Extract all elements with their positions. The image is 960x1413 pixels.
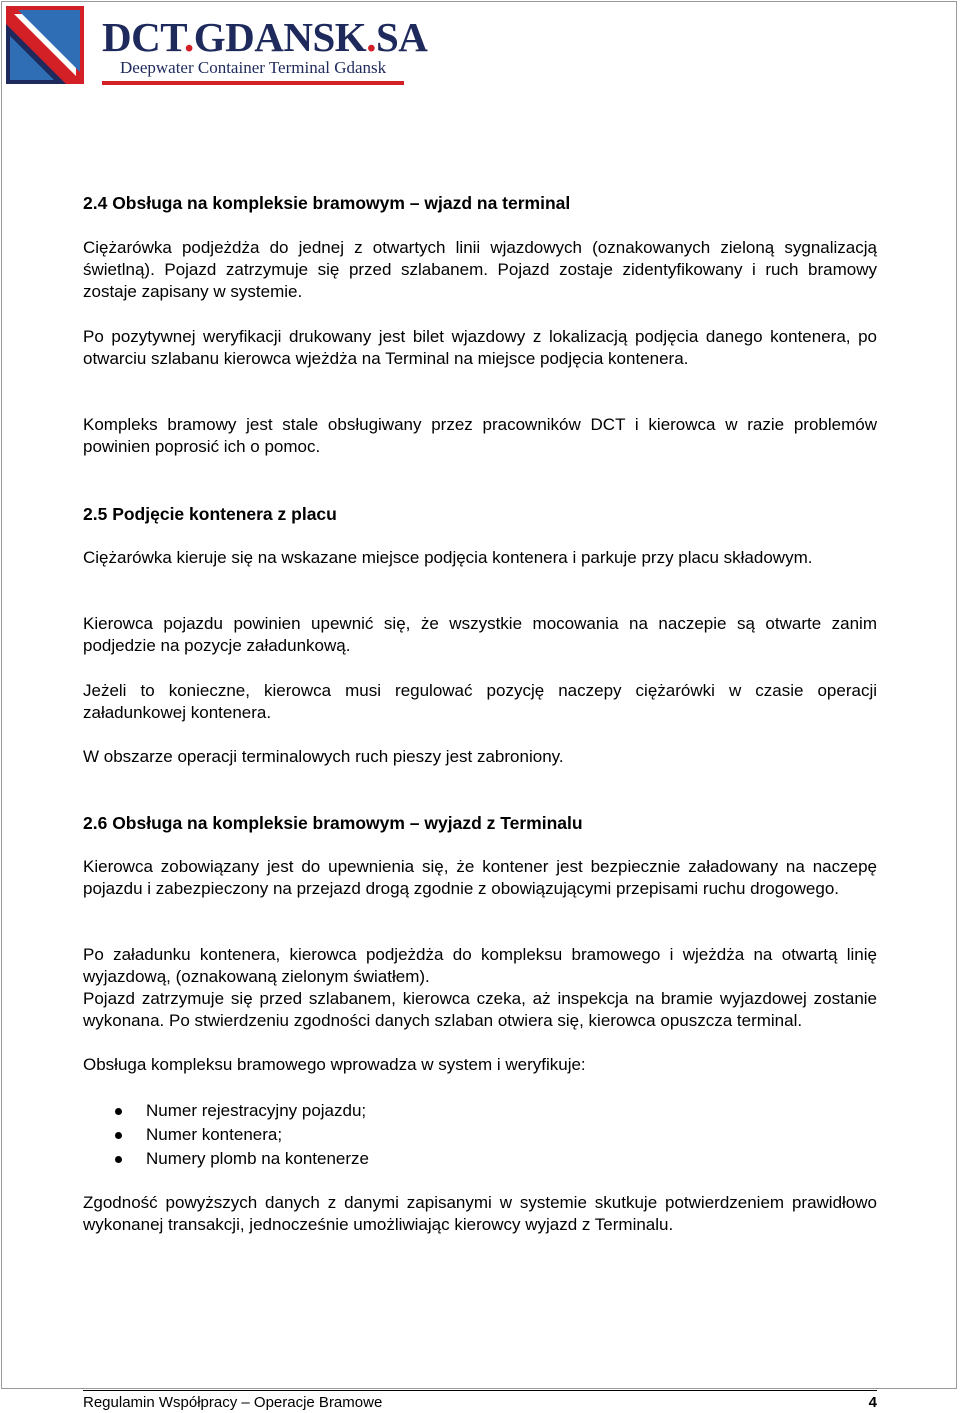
logo-mark-icon (6, 6, 84, 84)
bullet-icon (115, 1156, 122, 1163)
logo-dot-2: . (366, 14, 376, 60)
paragraph-2-5-1: Ciężarówka kieruje się na wskazane miejsce podjęcia kontenera i parkuje przy placu składowym. (83, 548, 813, 567)
paragraph-2-6-1: Kierowca zobowiązany jest do upewnienia się, że kontener jest bezpiecznie załadowany na naczepę pojazdu i zabezpieczony na przejazd drogą zgodnie z obowiązującymi przepisami ruchu drogowego. (83, 857, 877, 898)
list-item (83, 1099, 877, 1123)
list-item-text: Numer rejestracyjny pojazdu; (146, 1101, 367, 1120)
list-item (83, 1147, 877, 1171)
company-logo (6, 6, 428, 90)
logo-part-sa: SA (375, 14, 428, 60)
paragraph-2-6-2: Po załadunku kontenera, kierowca podjeżdża do kompleksu bramowego i wjeżdża na otwartą linię wyjazdową, (oznakowaną zielonym światłem). (83, 945, 877, 986)
logo-part-gdansk: GDANSK (193, 14, 367, 60)
paragraph-2-6-3: Pojazd zatrzymuje się przed szlabanem, kierowca czeka, aż inspekcja na bramie wyjazdowej zostanie wykonana. Po stwierdzeniu zgodności danych szlaban otwiera się, kierowca opuszcza terminal. (83, 989, 877, 1030)
page-footer (83, 1390, 877, 1411)
heading-2-4: 2.4 Obsługa na kompleksie bramowym – wjazd na terminal (83, 193, 571, 213)
bullet-icon (115, 1132, 122, 1139)
footer-title: Regulamin Współpracy – Operacje Bramowe (83, 1394, 383, 1411)
list-item (83, 1123, 877, 1147)
paragraph-2-4-1: Ciężarówka podjeżdża do jednej z otwartych linii wjazdowych (oznakowanych zieloną sygnalizacją świetlną). Pojazd zatrzymuje się przed szlabanem. Pojazd zostaje zidentyfikowany i ruch bramowy zostaje zapisany w systemie. (83, 238, 877, 301)
paragraph-2-4-3: Kompleks bramowy jest stale obsługiwany przez pracowników DCT i kierowca w razie problemów powinien poprosić ich o pomoc. (83, 415, 877, 456)
logo-underline (102, 81, 404, 85)
logo-wordmark (102, 14, 427, 60)
list-item-text: Numery plomb na kontenerze (146, 1149, 370, 1168)
list-item-text: Numer kontenera; (146, 1125, 283, 1144)
logo-part-dct: DCT (102, 14, 185, 60)
footer-divider (83, 1390, 877, 1391)
verification-list (83, 1099, 877, 1171)
heading-2-6: 2.6 Obsługa na kompleksie bramowym – wyjazd z Terminalu (83, 813, 583, 833)
paragraph-2-6-4: Obsługa kompleksu bramowego wprowadza w system i weryfikuje: (83, 1055, 586, 1074)
page-number: 4 (868, 1394, 877, 1411)
paragraph-2-5-3: Jeżeli to konieczne, kierowca musi regulować pozycję naczepy ciężarówki w czasie operacji załadunkowej kontenera. (83, 681, 877, 722)
logo-tagline: Deepwater Container Terminal Gdansk (120, 58, 387, 77)
bullet-icon (115, 1108, 122, 1115)
paragraph-2-4-2: Po pozytywnej weryfikacji drukowany jest bilet wjazdowy z lokalizacją podjęcia danego kontenera, po otwarciu szlabanu kierowca wjeżdża na Terminal na miejsce podjęcia kontenera. (83, 327, 877, 368)
paragraph-2-5-2: Kierowca pojazdu powinien upewnić się, że wszystkie mocowania na naczepie są otwarte zanim podjedzie na pozycje załadunkową. (83, 614, 877, 655)
heading-2-5: 2.5 Podjęcie kontenera z placu (83, 504, 337, 524)
paragraph-2-5-4: W obszarze operacji terminalowych ruch pieszy jest zabroniony. (83, 747, 564, 766)
paragraph-2-6-5: Zgodność powyższych danych z danymi zapisanymi w systemie skutkuje potwierdzeniem prawidłowo wykonanej transakcji, jednocześnie umożliwiając kierowcy wyjazd z Terminalu. (83, 1193, 877, 1234)
logo-dot-1: . (184, 14, 194, 60)
